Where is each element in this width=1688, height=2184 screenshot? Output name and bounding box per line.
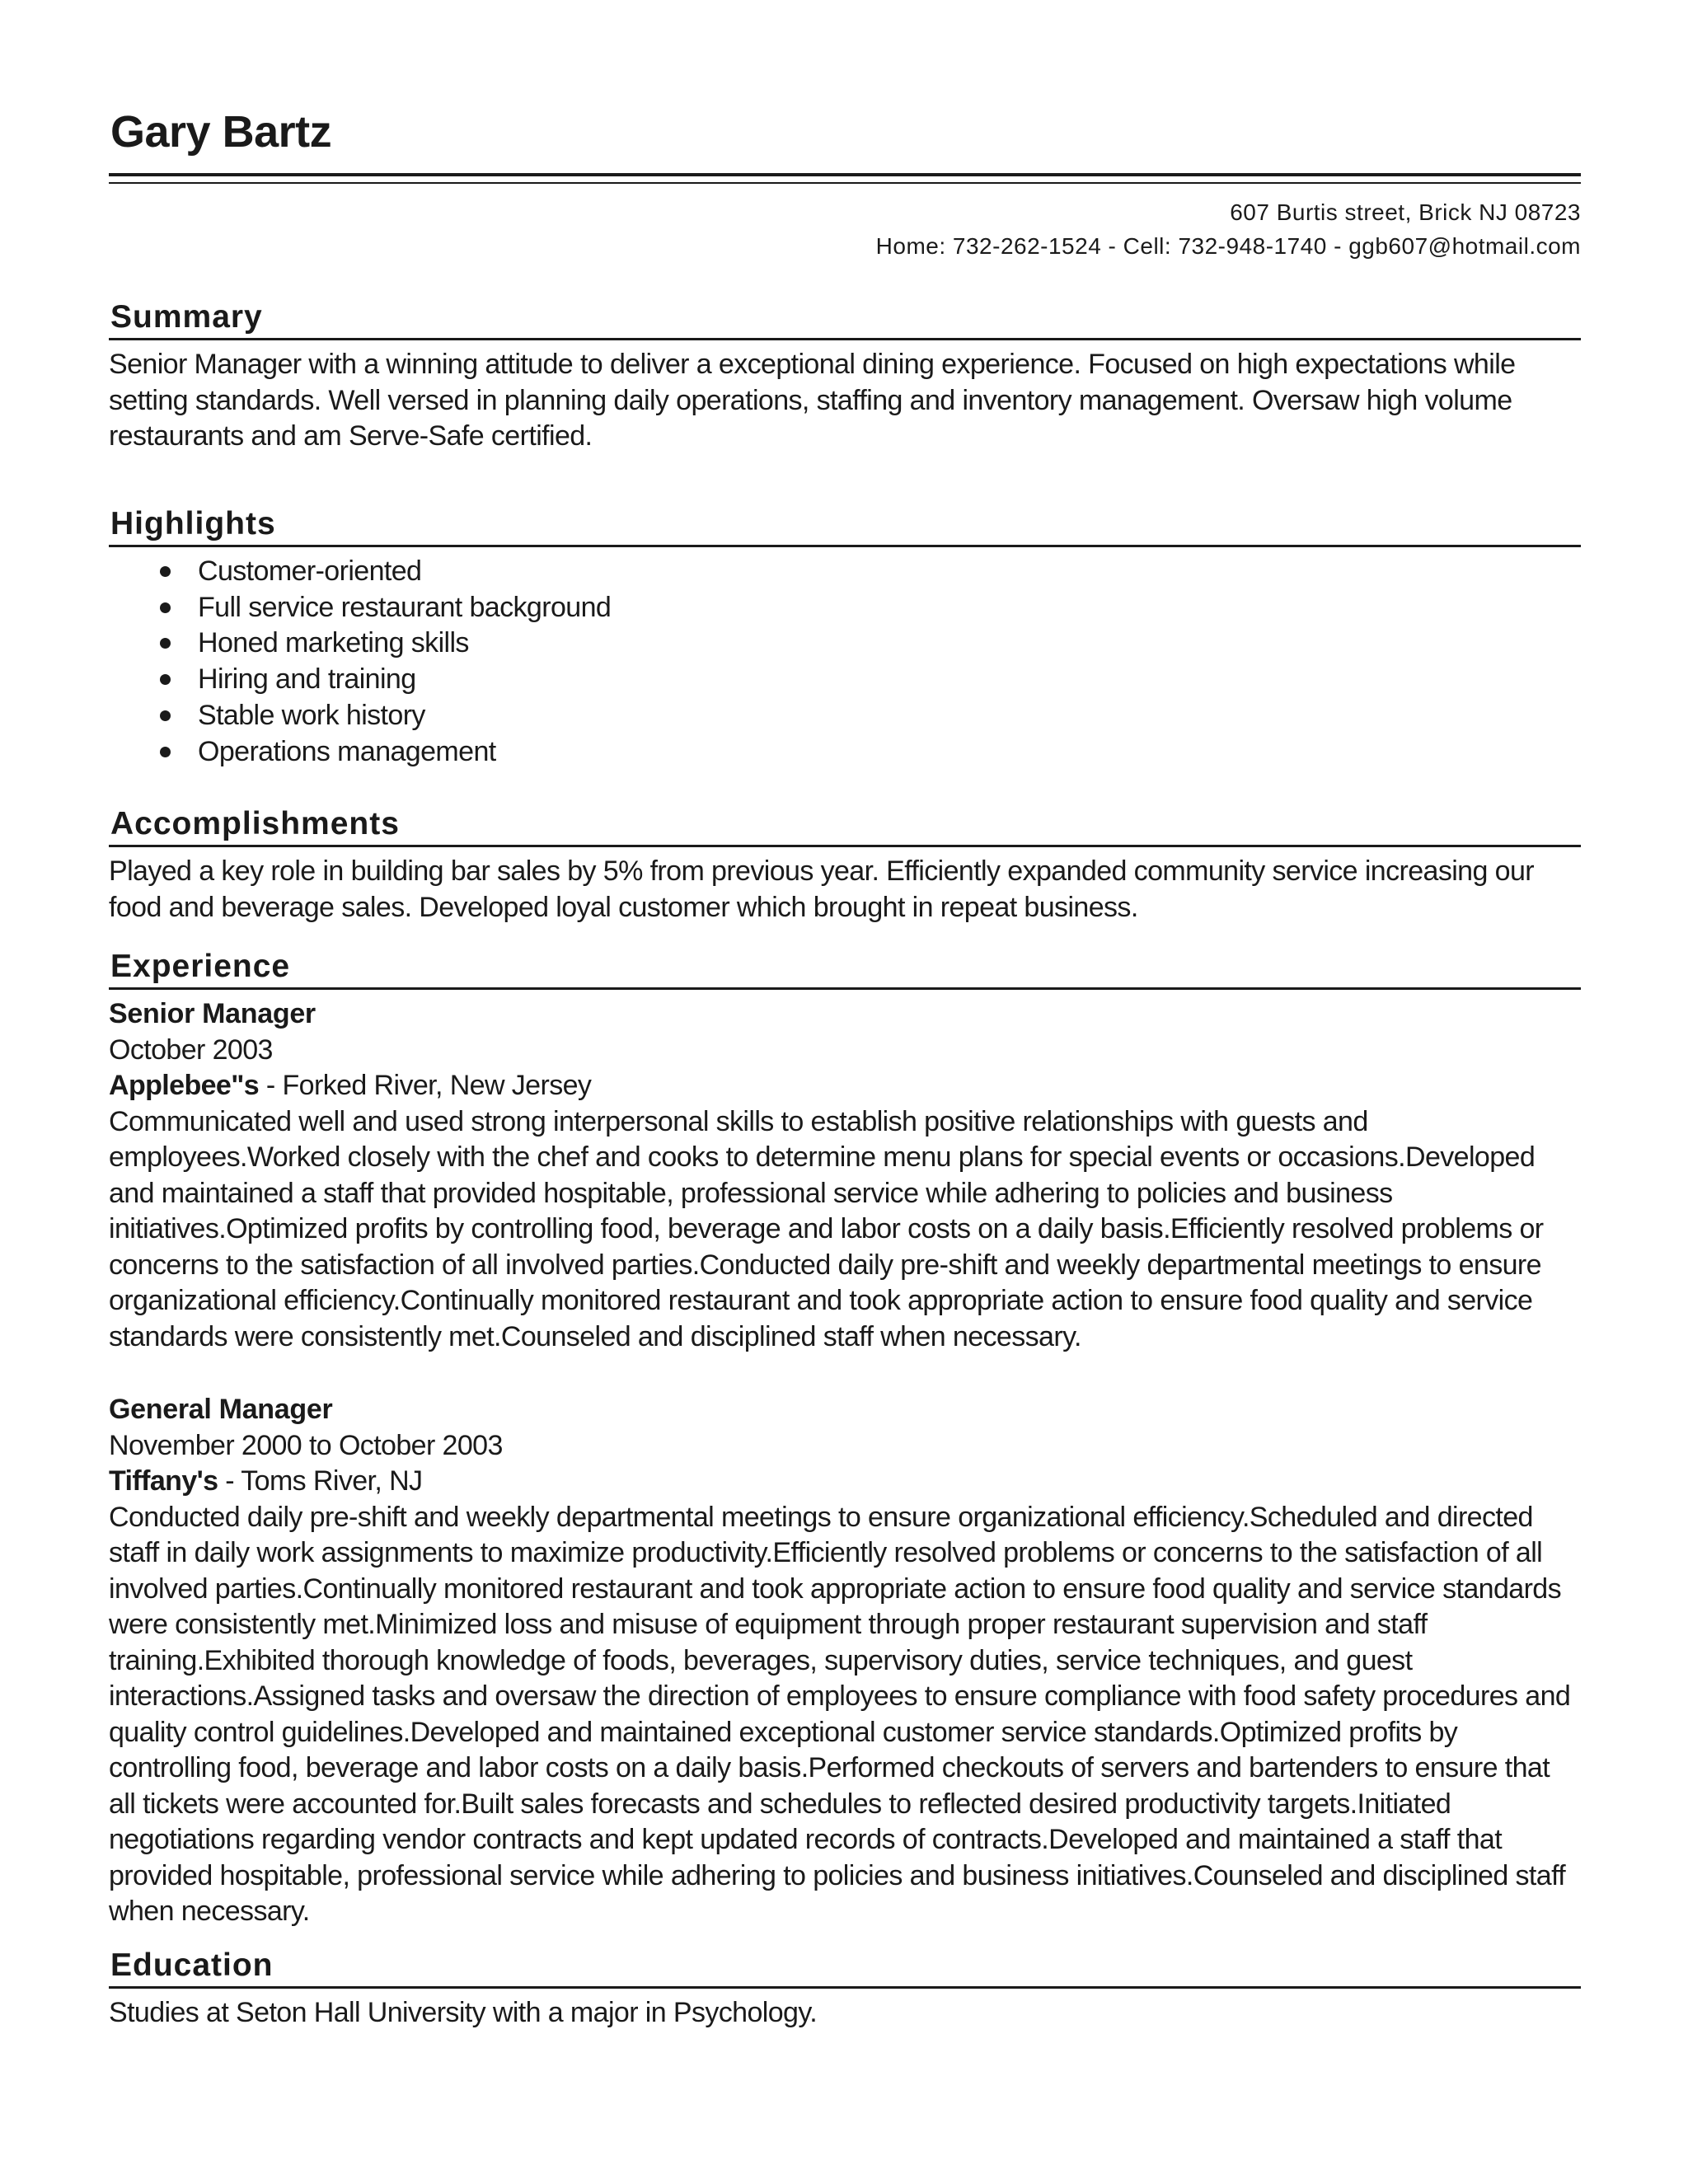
bullet-icon: [160, 710, 171, 721]
bullet-icon: [160, 602, 171, 613]
highlights-list: [109, 554, 1581, 770]
section-title: Summary: [109, 297, 1581, 340]
summary-section: [109, 297, 1581, 455]
experience-section: [109, 946, 1581, 1930]
highlights-section: [109, 504, 1581, 770]
address: 607 Burtis street, Brick NJ 08723: [1230, 199, 1581, 225]
job-entry: [109, 996, 1581, 1355]
resume-page: [109, 105, 1581, 263]
job-employer: [109, 1068, 1581, 1104]
list-item: Stable work history: [109, 698, 1581, 734]
job-title: Senior Manager: [109, 998, 316, 1029]
list-item: Operations management: [109, 734, 1581, 771]
job-dates: October 2003: [109, 1033, 273, 1066]
job-description: Communicated well and used strong interpersonal skills to establish positive relationships with guests and employees.Worked closely with the chef and cooks to determine menu plans for special events or occasions.Developed and maintained a staff that provided hospitable, professional service while adhering to policies and business initiatives.Optimized profits by controlling food, beverage and labor costs on a daily basis.Efficiently resolved problems or concerns to the satisfaction of all involved parties.Conducted daily pre-shift and weekly departmental meetings to ensure organizational efficiency.Continually monitored restaurant and took appropriate action to ensure food quality and service standards were consistently met.Counseled and disciplined staff when necessary.: [109, 1105, 1544, 1352]
bullet-icon: [160, 566, 171, 577]
header-divider: [109, 173, 1581, 184]
bullet-icon: [160, 638, 171, 649]
section-title: Experience: [109, 946, 1581, 990]
company-location: - Forked River, New Jersey: [259, 1070, 592, 1101]
education-section: [109, 1945, 1581, 2032]
summary-text: Senior Manager with a winning attitude to deliver a exceptional dining experience. Focused on high expectations while setting standards. Well versed in planning daily operations, staffing and inventory management. Oversaw high volume restaurants and am Serve-Safe certified.: [109, 349, 1516, 452]
company-name: Applebee"s: [109, 1070, 260, 1101]
job-employer: [109, 1464, 1581, 1500]
education-text: Studies at Seton Hall University with a major in Psychology.: [109, 1997, 818, 2028]
contact-line: Home: 732-262-1524 - Cell: 732-948-1740 - ggb607@hotmail.com: [875, 233, 1581, 259]
bullet-icon: [160, 747, 171, 757]
company-location: - Toms River, NJ: [218, 1465, 423, 1497]
accomplishments-section: [109, 804, 1581, 926]
job-entry: [109, 1392, 1581, 1930]
contact-block: [109, 195, 1581, 263]
section-title: Accomplishments: [109, 804, 1581, 847]
section-title: Highlights: [109, 504, 1581, 547]
list-item: Hiring and training: [109, 662, 1581, 698]
job-dates: November 2000 to October 2003: [109, 1429, 503, 1461]
company-name: Tiffany's: [109, 1465, 218, 1497]
accomplishments-text: Played a key role in building bar sales by 5% from previous year. Efficiently expanded community service increasing our food and beverage sales. Developed loyal customer which brought in repeat business.: [109, 855, 1534, 923]
list-item: Honed marketing skills: [109, 626, 1581, 662]
section-title: Education: [109, 1945, 1581, 1989]
list-item: Full service restaurant background: [109, 590, 1581, 626]
list-item: Customer-oriented: [109, 554, 1581, 590]
bullet-icon: [160, 674, 171, 685]
candidate-name: Gary Bartz: [110, 107, 332, 157]
job-description: Conducted daily pre-shift and weekly departmental meetings to ensure organizational efficiency.Scheduled and directed staff in daily work assignments to maximize productivity.Efficiently resolved problems or concerns to the satisfaction of all involved parties.Continually monitored restaurant and took appropriate action to ensure food quality and service standards were consistently met.Minimized loss and misuse of equipment through proper restaurant supervision and staff training.Exhibited thorough knowledge of foods, beverages, supervisory duties, service techniques, and guest interactions.Assigned tasks and oversaw the direction of employees to ensure compliance with food safety procedures and quality control guidelines.Developed and maintained exceptional customer service standards.Optimized profits by controlling food, beverage and labor costs on a daily basis.Performed checkouts of servers and bartenders to ensure that all tickets were accounted for.Built sales forecasts and schedules to reflected desired productivity targets.Initiated negotiations regarding vendor contracts and kept updated records of contracts.Developed and maintained a staff that provided hospitable, professional service while adhering to policies and business initiatives.Counseled and disciplined staff when necessary.: [109, 1501, 1571, 1927]
job-title: General Manager: [109, 1394, 333, 1425]
